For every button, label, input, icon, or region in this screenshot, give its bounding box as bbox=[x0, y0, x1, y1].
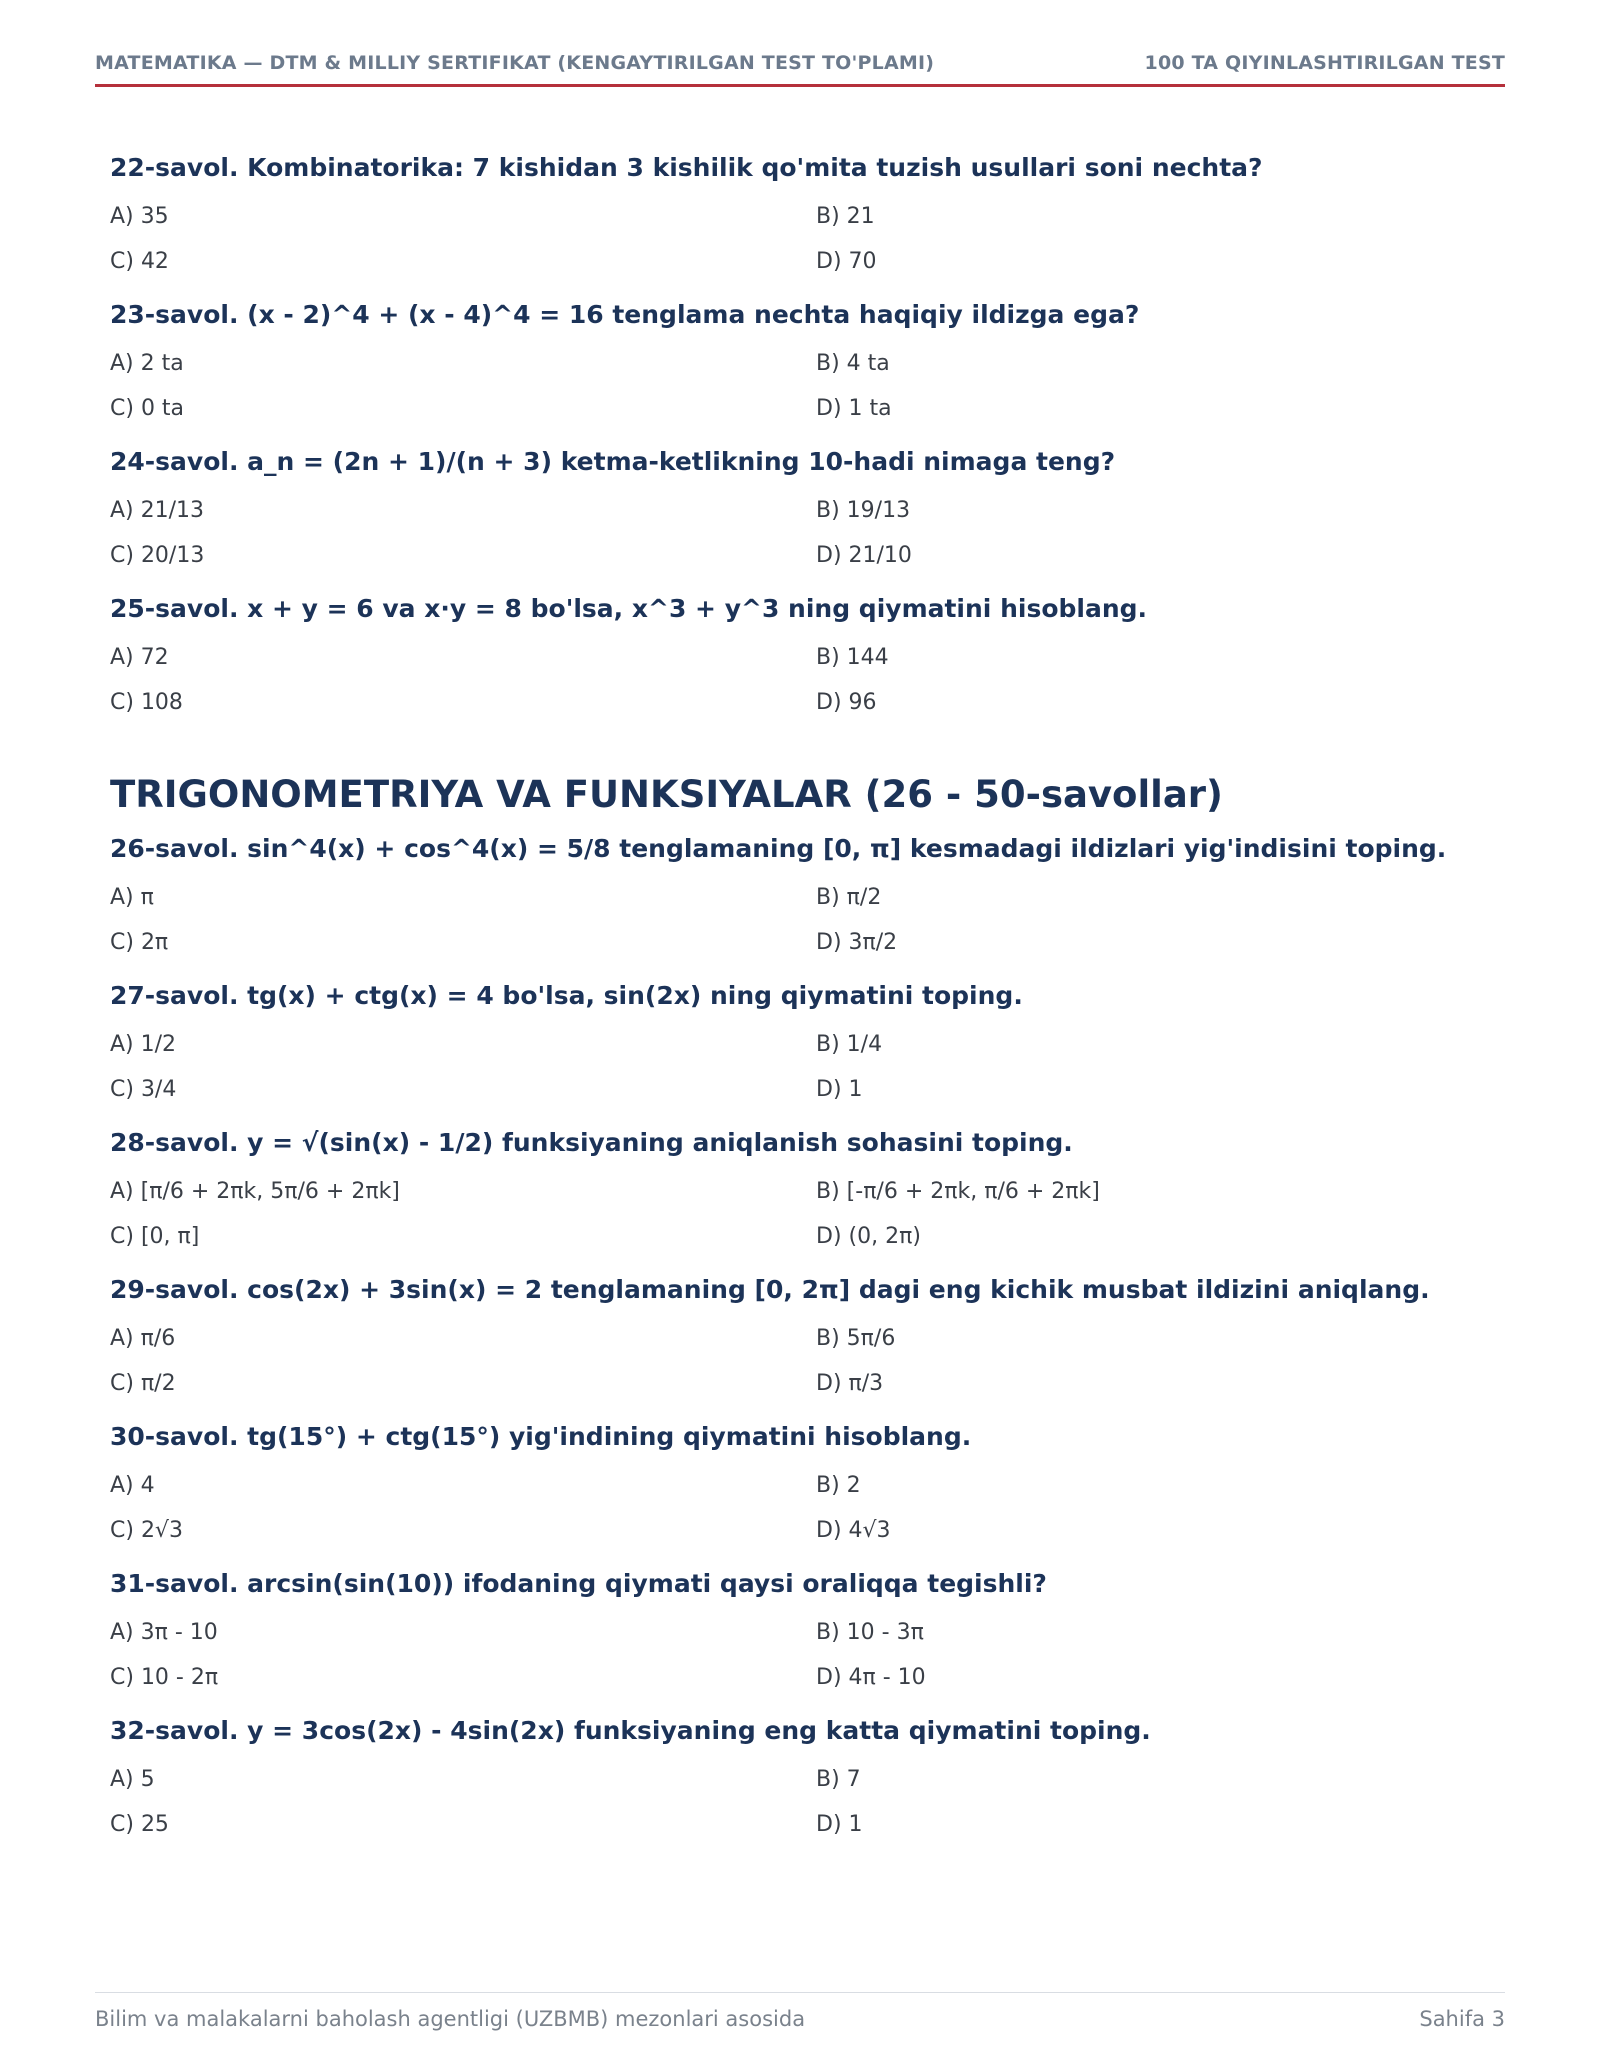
question-block bbox=[110, 1713, 1500, 1847]
option-b: B) π/2 bbox=[816, 885, 882, 910]
answer-options bbox=[110, 488, 1500, 578]
option-a: A) 2 ta bbox=[110, 351, 184, 376]
option-a: A) 21/13 bbox=[110, 498, 205, 523]
footer-note: Bilim va malakalarni baholash agentligi (UZBMB) mezonlari asosida bbox=[95, 2007, 806, 2031]
answer-options bbox=[110, 341, 1500, 431]
question-title: 27-savol. tg(x) + ctg(x) = 4 bo'lsa, sin(2x) ning qiymatini toping. bbox=[110, 981, 1023, 1010]
option-c: C) 2√3 bbox=[110, 1518, 183, 1543]
option-a: A) π/6 bbox=[110, 1326, 176, 1351]
answer-options bbox=[110, 875, 1500, 965]
option-c: C) 20/13 bbox=[110, 543, 205, 568]
option-c: C) 25 bbox=[110, 1812, 169, 1837]
option-a: A) 5 bbox=[110, 1767, 155, 1792]
answer-options bbox=[110, 1757, 1500, 1847]
answer-options bbox=[110, 635, 1500, 725]
option-d: D) 3π/2 bbox=[816, 930, 898, 955]
question-block bbox=[110, 150, 1500, 284]
option-c: C) 108 bbox=[110, 690, 183, 715]
question-title: 28-savol. y = √(sin(x) - 1/2) funksiyaning aniqlanish sohasini toping. bbox=[110, 1128, 1073, 1157]
page-header bbox=[95, 52, 1505, 87]
option-b: B) 21 bbox=[816, 204, 875, 229]
question-title: 30-savol. tg(15°) + ctg(15°) yig'indining qiymatini hisoblang. bbox=[110, 1422, 972, 1451]
option-a: A) π bbox=[110, 885, 154, 910]
question-block bbox=[110, 978, 1500, 1112]
answer-options bbox=[110, 1610, 1500, 1700]
option-a: A) [π/6 + 2πk, 5π/6 + 2πk] bbox=[110, 1179, 400, 1204]
option-c: C) π/2 bbox=[110, 1371, 176, 1396]
question-title: 25-savol. x + y = 6 va x·y = 8 bo'lsa, x^3 + y^3 ning qiymatini hisoblang. bbox=[110, 594, 1148, 623]
option-a: A) 72 bbox=[110, 645, 169, 670]
option-a: A) 1/2 bbox=[110, 1032, 177, 1057]
question-title: 29-savol. cos(2x) + 3sin(x) = 2 tenglamaning [0, 2π] dagi eng kichik musbat ildizini aniqlang. bbox=[110, 1275, 1430, 1304]
option-c: C) [0, π] bbox=[110, 1224, 200, 1249]
option-b: B) 5π/6 bbox=[816, 1326, 896, 1351]
option-d: D) 1 bbox=[816, 1077, 863, 1102]
answer-options bbox=[110, 1316, 1500, 1406]
option-d: D) 4√3 bbox=[816, 1518, 891, 1543]
option-c: C) 3/4 bbox=[110, 1077, 177, 1102]
page-footer bbox=[95, 1992, 1505, 2033]
question-block bbox=[110, 1419, 1500, 1553]
option-d: D) 70 bbox=[816, 249, 877, 274]
question-title: 32-savol. y = 3cos(2x) - 4sin(2x) funksiyaning eng katta qiymatini toping. bbox=[110, 1716, 1151, 1745]
question-title: 24-savol. a_n = (2n + 1)/(n + 3) ketma-ketlikning 10-hadi nimaga teng? bbox=[110, 447, 1116, 476]
header-subtitle: 100 TA QIYINLASHTIRILGAN TEST bbox=[1144, 52, 1505, 74]
option-b: B) [-π/6 + 2πk, π/6 + 2πk] bbox=[816, 1179, 1100, 1204]
answer-options bbox=[110, 1022, 1500, 1112]
question-block bbox=[110, 591, 1500, 725]
option-c: C) 2π bbox=[110, 930, 169, 955]
option-c: C) 10 - 2π bbox=[110, 1665, 219, 1690]
answer-options bbox=[110, 194, 1500, 284]
section-heading: TRIGONOMETRIYA VA FUNKSIYALAR (26 - 50-savollar) bbox=[110, 773, 1223, 816]
question-block bbox=[110, 1125, 1500, 1259]
option-b: B) 1/4 bbox=[816, 1032, 883, 1057]
option-c: C) 0 ta bbox=[110, 396, 185, 421]
question-title: 26-savol. sin^4(x) + cos^4(x) = 5/8 tenglamaning [0, π] kesmadagi ildizlari yig'indisini toping. bbox=[110, 834, 1447, 863]
option-b: B) 4 ta bbox=[816, 351, 890, 376]
option-b: B) 10 - 3π bbox=[816, 1620, 924, 1645]
option-d: D) 21/10 bbox=[816, 543, 912, 568]
option-d: D) 1 bbox=[816, 1812, 863, 1837]
question-block bbox=[110, 444, 1500, 578]
header-title: MATEMATIKA — DTM & MILLIY SERTIFIKAT (KENGAYTIRILGAN TEST TO'PLAMI) bbox=[95, 52, 935, 74]
answer-options bbox=[110, 1169, 1500, 1259]
option-d: D) (0, 2π) bbox=[816, 1224, 921, 1249]
option-a: A) 3π - 10 bbox=[110, 1620, 218, 1645]
page-number: Sahifa 3 bbox=[1419, 2007, 1505, 2031]
option-b: B) 144 bbox=[816, 645, 889, 670]
option-d: D) 96 bbox=[816, 690, 877, 715]
option-d: D) π/3 bbox=[816, 1371, 884, 1396]
page-content bbox=[110, 150, 1500, 1847]
option-b: B) 2 bbox=[816, 1473, 861, 1498]
question-block bbox=[110, 831, 1500, 965]
option-b: B) 7 bbox=[816, 1767, 861, 1792]
option-a: A) 4 bbox=[110, 1473, 155, 1498]
answer-options bbox=[110, 1463, 1500, 1553]
question-block bbox=[110, 1272, 1500, 1406]
option-d: D) 4π - 10 bbox=[816, 1665, 926, 1690]
option-a: A) 35 bbox=[110, 204, 169, 229]
question-title: 23-savol. (x - 2)^4 + (x - 4)^4 = 16 tenglama nechta haqiqiy ildizga ega? bbox=[110, 300, 1140, 329]
question-block bbox=[110, 1566, 1500, 1700]
section-questions bbox=[110, 831, 1500, 1847]
question-title: 31-savol. arcsin(sin(10)) ifodaning qiymati qaysi oraliqqa tegishli? bbox=[110, 1569, 1047, 1598]
question-block bbox=[110, 297, 1500, 431]
option-b: B) 19/13 bbox=[816, 498, 911, 523]
option-c: C) 42 bbox=[110, 249, 169, 274]
option-d: D) 1 ta bbox=[816, 396, 892, 421]
question-title: 22-savol. Kombinatorika: 7 kishidan 3 kishilik qo'mita tuzish usullari soni nechta? bbox=[110, 153, 1263, 182]
